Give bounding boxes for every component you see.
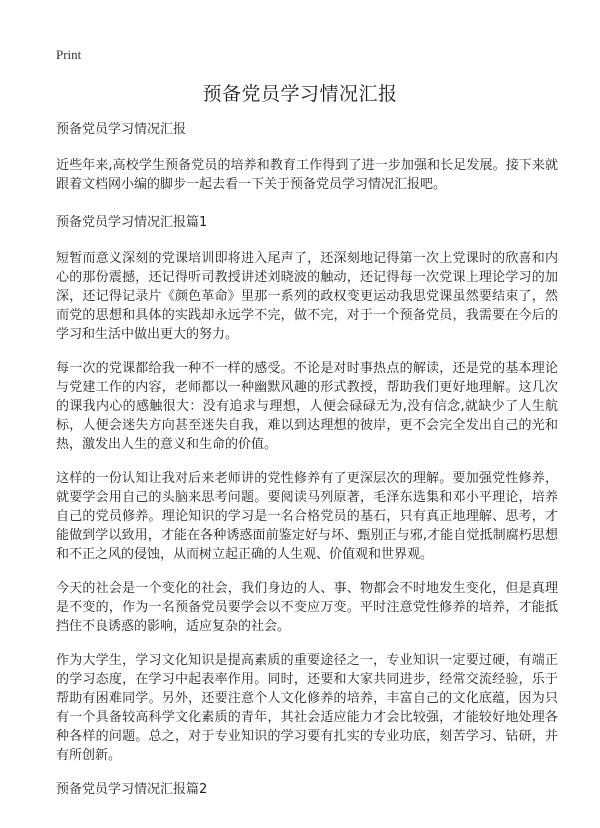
section-1-paragraph: 每一次的党课都给我一种不一样的感受。不论是对时事热点的解读，还是党的基本理论与党建工作的内容，老师都以一种幽默风趣的形式教授，帮助我们更好地理解。这几次的课我内心的感触很大：没有追求与理想，人便会碌碌无为,没有信念,就缺少了人生航标，人便会迷失方向甚至迷失自我，难以到达理想的彼岸，更不会完全发出自己的光和热，激发出人生的意义和生命的价值。 (56, 361, 558, 452)
section-1-paragraph: 今天的社会是一个变化的社会，我们身边的人、事、物都会不时地发生变化，但是真理是不变的，作为一名预备党员要学会以不变应万变。平时注意党性修养的培养，才能抵挡住不良诱惑的影响，适应复杂的社会。 (56, 581, 558, 634)
intro-paragraph: 近些年来,高校学生预备党员的培养和教育工作得到了进一步加强和长足发展。接下来就跟着文档网小编的脚步一起去看一下关于预备党员学习情况汇报吧。 (56, 158, 558, 192)
document-title: 预备党员学习情况汇报 (202, 83, 398, 105)
section-2-heading: 预备党员学习情况汇报篇2 (56, 782, 208, 797)
section-1-paragraph: 这样的一份认知让我对后来老师讲的党性修养有了更深层次的理解。要加强党性修养，就要学会用自己的头脑来思考问题。要阅读马列原著，毛泽东选集和邓小平理论，培养自己的党员修养。理论知识的学习是一名合格党员的基石，只有真正地理解、思考，才能做到学以致用，才能在各种诱惑面前鉴定好与坏、甄别正与邪,才能自觉抵制腐朽思想和不正之风的侵蚀，从而树立起正确的人生观、价值观和世界观。 (56, 471, 558, 562)
section-1-paragraph: 短暂而意义深刻的党课培训即将进入尾声了，还深刻地记得第一次上党课时的欣喜和内心的那份震撼，还记得听司教授讲述刘晓波的触动，还记得每一次党课上理论学习的加深，还记得记录片《颜色革命》里那一系列的政权变更运动我思党课虽然要结束了，然而党的思想和具体的实践却永远学不完，做不完，对于一个预备党员，我需要在今后的学习和生活中做出更大的努力。 (56, 251, 558, 342)
document-body (56, 120, 558, 816)
document-subtitle: 预备党员学习情况汇报 (56, 122, 187, 137)
print-link[interactable]: Print (56, 47, 82, 62)
section-1-paragraph: 作为大学生，学习文化知识是提高素质的重要途径之一，专业知识一定要过硬，有端正的学习态度，在学习中起表率作用。同时，还要和大家共同进步，经常交流经验，乐于帮助有困难同学。另外，还要注意个人文化修养的培养，丰富自己的文化底蕴，因为只有一个具备较高科学文化素质的青年，其社会适应能力才会比较强，才能较好地处理各种各样的问题。总之，对于专业知识的学习要有扎实的专业功底，刻苦学习、钻研，并有所创新。 (56, 653, 558, 763)
section-1-heading: 预备党员学习情况汇报篇1 (56, 215, 208, 230)
